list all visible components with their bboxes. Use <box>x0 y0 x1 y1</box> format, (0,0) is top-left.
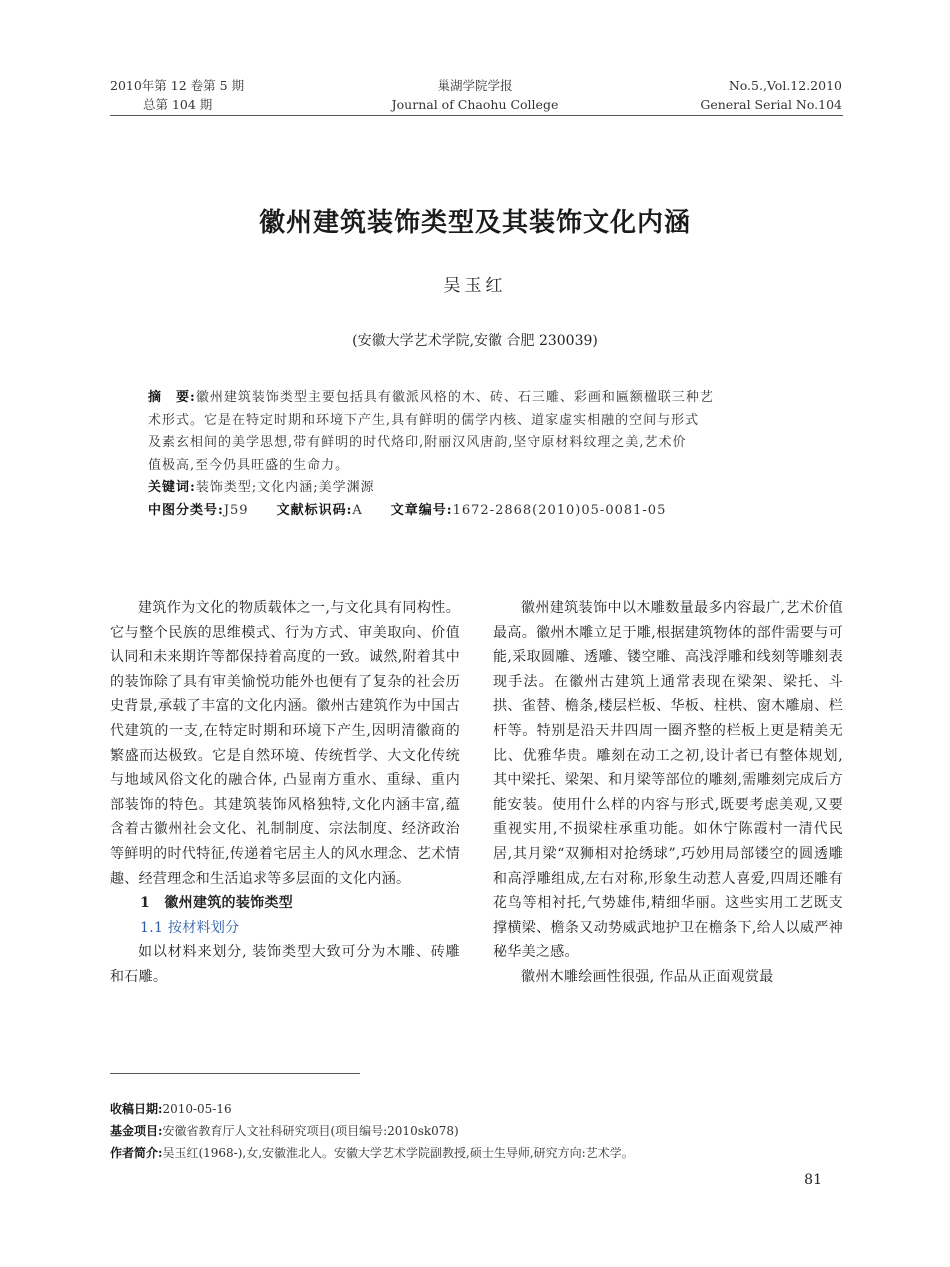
fund-value: 安徽省教育厅人文社科研究项目(项目编号:2010sk078) <box>162 1124 459 1138</box>
footnote-divider <box>110 1073 360 1074</box>
serial-line: 总第 104 期 <box>143 97 213 112</box>
doc-code-label: 文献标识码: <box>276 502 353 518</box>
cls-label: 中图分类号: <box>148 502 224 518</box>
intro-paragraph: 建筑作为文化的物质载体之一,与文化具有同构性。它与整个民族的思维模式、行为方式、审美取向、价值认同和未来期许等都保持着高度的一致。诚然,附着其中的装饰除了具有审美愉悦功能外也便有了复杂的社会历史背景,承载了丰富的文化内涵。徽州古建筑作为中国古代建筑的一支,在特定时期和环境下产生,因明清徽商的繁盛而达极致。它是自然环境、传统哲学、大文化传统与地域风俗文化的融合体, 凸显南方重水、重绿、重内部装饰的特色。其建筑装饰风格独特,文化内涵丰富,蕴含着古徽州社会文化、礼制制度、宗法制度、经济政治等鲜明的时代特征,传递着宅居主人的风水理念、艺术情趣、经营理念和生活追求等多层面的文化内涵。 <box>110 600 460 887</box>
header-divider <box>110 115 843 116</box>
paper-title: 徽州建筑装饰类型及其装饰文化内涵 <box>258 208 691 238</box>
journal-name-en: Journal of Chaohu College <box>391 97 559 112</box>
abstract-label: 摘 要: <box>148 390 196 405</box>
bio-value: 吴玉红(1968-),女,安徽淮北人。安徽大学艺术学院副教授,硕士生导师,研究方向:艺术学。 <box>162 1146 634 1160</box>
author-affiliation: (安徽大学艺术学院,安徽 合肥 230039) <box>352 333 598 349</box>
doc-code-value: A <box>352 502 363 518</box>
author-name: 吴玉红 <box>443 276 507 296</box>
volume-line: No.5.,Vol.12.2010 <box>728 78 842 93</box>
received-label: 收稿日期: <box>110 1102 163 1116</box>
cls-value: J59 <box>223 502 249 518</box>
subsection-heading: 1.1 按材料划分 <box>140 919 240 936</box>
footnotes <box>110 1098 850 1164</box>
abstract-text-1: 徽州建筑装饰类型主要包括具有徽派风格的木、砖、石三雕、彩画和匾额楹联三种艺 <box>195 390 714 405</box>
section-heading: 1 徽州建筑的装饰类型 <box>140 895 294 912</box>
abstract-text-2: 术形式。它是在特定时期和环境下产生,具有鲜明的儒学内核、道家虚实相融的空间与形式 <box>148 412 700 428</box>
general-serial-line: General Serial No.104 <box>700 97 842 112</box>
keywords-line <box>148 477 808 500</box>
issue-line: 2010年第 12 卷第 5 期 <box>110 78 245 93</box>
received-value: 2010-05-16 <box>162 1102 232 1116</box>
article-number-value: 1672-2868(2010)05-0081-05 <box>452 502 667 518</box>
abstract-line-1 <box>148 387 808 410</box>
body-left-column <box>110 596 460 990</box>
keywords-label: 关键词: <box>148 480 196 495</box>
wood-carving-paragraph: 徽州建筑装饰中以木雕数量最多内容最广,艺术价值最高。徽州木雕立足于雕,根据建筑物体的部件需要与可能,采取圆雕、透雕、镂空雕、高浅浮雕和线刻等雕刻表现手法。在徽州古建筑上通常表现在梁架、梁托、斗拱、雀替、檐条,楼层栏板、华板、柱栱、窗木雕扇、栏杆等。特别是沿天井四周一圈齐整的栏板上更是精美无比、优雅华贵。雕刻在动工之初,设计者已有整体规划,其中梁托、梁架、和月梁等部位的雕刻,需雕刻完成后方能安装。使用什么样的内容与形式,既要考虑美观,又要重视实用,不损梁柱承重功能。如休宁陈霞村一清代民居,其月梁“双狮相对抢绣球”,巧妙用局部镂空的圆透雕和高浮雕组成,左右对称,形象生动惹人喜爱,四周还雕有花鸟等相衬托,气势雄伟,精细华丽。这些实用工艺既支撑横梁、檐条又动势威武地护卫在檐条下,给人以威严神秘华美之感。 <box>493 600 843 961</box>
fund-info <box>110 1120 850 1142</box>
received-date <box>110 1098 850 1120</box>
bio-label: 作者简介: <box>110 1146 163 1160</box>
classification-line <box>148 500 808 523</box>
fund-label: 基金项目: <box>110 1124 163 1138</box>
wood-carving-paragraph-continued: 徽州木雕绘画性很强, 作品从正面观赏最 <box>521 968 774 985</box>
abstract-text-3: 及素玄相间的美学思想,带有鲜明的时代烙印,附丽汉风唐韵,坚守原材料纹理之美,艺术价 <box>148 435 687 450</box>
journal-volume-info <box>700 76 842 114</box>
abstract-block <box>148 387 808 522</box>
page-number: 81 <box>804 1172 822 1188</box>
keywords-value: 装饰类型;文化内涵;美学渊源 <box>195 480 375 495</box>
body-right-column <box>493 596 843 990</box>
author-bio <box>110 1142 850 1164</box>
abstract-text-4: 值极高,至今仍具旺盛的生命力。 <box>148 457 350 473</box>
article-number-label: 文章编号: <box>390 502 453 518</box>
material-paragraph: 如以材料来划分, 装饰类型大致可分为木雕、砖雕和石雕。 <box>110 944 460 985</box>
journal-name-cn: 巢湖学院学报 <box>437 78 513 93</box>
